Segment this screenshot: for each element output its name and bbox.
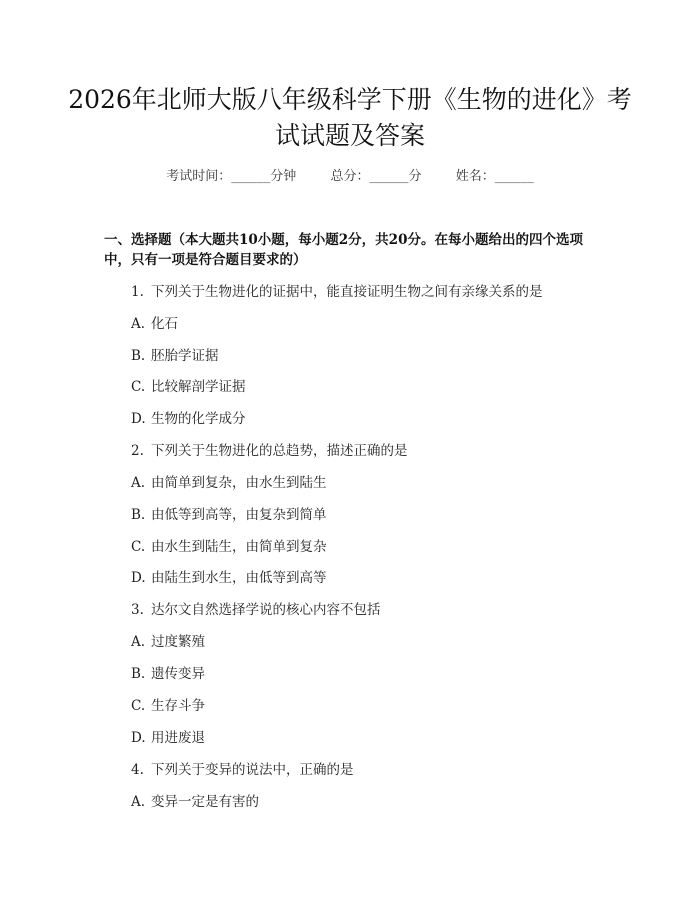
option-text: 由陆生到水生，由低等到高等 [151,570,327,586]
option-text: 比较解剖学证据 [151,379,246,395]
exam-title: 2026年北师大版八年级科学下册《生物的进化》考试试题及答案 [68,85,632,150]
option-letter: A. [131,316,146,332]
q3-option-c [131,697,205,715]
option-letter: A. [131,475,146,491]
option-text: 过度繁殖 [151,634,205,650]
question-text: 下列关于变异的说法中，正确的是 [151,762,354,778]
q1-option-c [131,378,246,396]
q2-option-a [131,474,327,492]
exam-time-field: 考试时间：______分钟 [166,169,297,184]
option-text: 遗传变异 [151,666,205,682]
q1-option-b [131,347,219,365]
question-1 [131,283,543,301]
question-text: 下列关于生物进化的证据中，能直接证明生物之间有亲缘关系的是 [151,284,543,300]
q3-option-a [131,633,205,651]
question-4 [131,761,354,779]
total-score-field: 总分：______分 [330,169,422,184]
option-letter: C. [131,539,146,555]
student-name-field: 姓名：______ [455,169,534,184]
option-text: 由简单到复杂，由水生到陆生 [151,475,327,491]
option-letter: D. [131,570,146,586]
option-letter: A. [131,794,146,810]
question-number: 3. [131,602,144,618]
option-letter: B. [131,507,146,523]
option-text: 化石 [151,316,178,332]
option-letter: B. [131,348,146,364]
exam-meta [0,168,700,186]
q3-option-b [131,665,205,683]
question-3 [131,601,381,619]
option-letter: C. [131,698,146,714]
question-number: 4. [131,762,144,778]
question-2 [131,442,408,460]
option-letter: D. [131,411,146,427]
option-letter: C. [131,379,146,395]
q4-option-a [131,793,259,811]
option-text: 生物的化学成分 [151,411,246,427]
option-text: 变异一定是有害的 [151,794,259,810]
question-number: 2. [131,443,144,459]
question-text: 下列关于生物进化的总趋势，描述正确的是 [151,443,408,459]
question-text: 达尔文自然选择学说的核心内容不包括 [151,602,381,618]
q1-option-a [131,315,178,333]
option-letter: B. [131,666,146,682]
q2-option-c [131,538,327,556]
q1-option-d [131,410,246,428]
option-text: 生存斗争 [151,698,205,714]
option-text: 由低等到高等，由复杂到简单 [151,507,327,523]
q2-option-b [131,506,327,524]
q2-option-d [131,569,327,587]
option-text: 胚胎学证据 [151,348,219,364]
option-text: 用进废退 [151,730,205,746]
option-letter: A. [131,634,146,650]
q3-option-d [131,729,205,747]
option-letter: D. [131,730,146,746]
option-text: 由水生到陆生，由简单到复杂 [151,539,327,555]
question-number: 1. [131,284,144,300]
section-heading: 一、选择题（本大题共10小题，每小题2分，共20分。在每小题给出的四个选项中，只有一项是符合题目要求的） [104,232,583,268]
